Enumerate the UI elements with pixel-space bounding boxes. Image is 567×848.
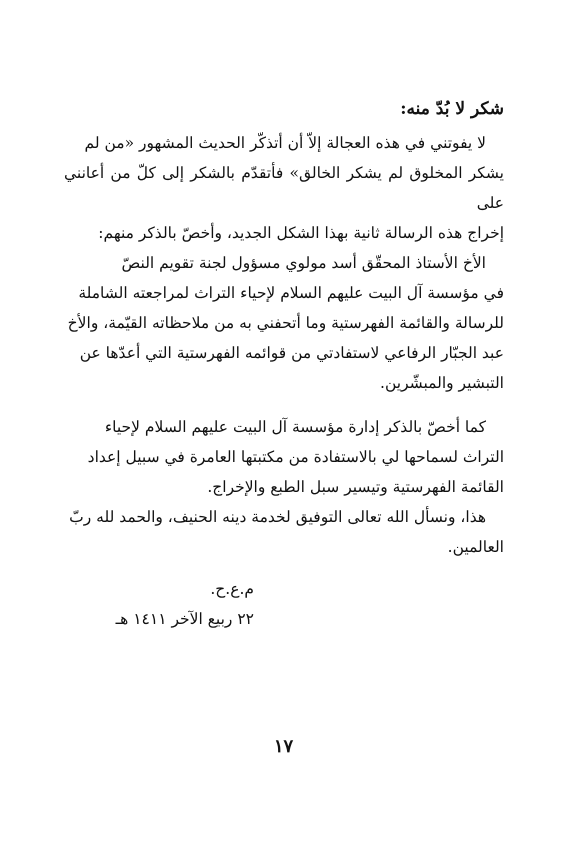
page-body bbox=[64, 96, 504, 562]
paragraph-thanks-institution bbox=[64, 412, 504, 502]
section-heading: شكر لا بُدّ منه: bbox=[400, 99, 504, 119]
author-initials: م.ع.ح. bbox=[210, 580, 254, 598]
text-line: للرسالة والقائمة الفهرستية وما أتحفني به من ملاحظاته القيّمة، والأخ bbox=[67, 314, 504, 332]
paragraph-thanks-persons bbox=[64, 248, 504, 398]
text-line: عبد الجبّار الرفاعي لاستفادتي من قوائمه الفهرستية التي أعدّها عن bbox=[79, 344, 504, 362]
text-line: القائمة الفهرستية وتيسير سبل الطبع والإخراج. bbox=[207, 478, 504, 496]
text-line: الأخ الأستاذ المحقّق أسد مولوي مسؤول لجنة تقويم النصّ bbox=[121, 254, 486, 272]
signature-block bbox=[0, 574, 254, 634]
page-number: ١٧ bbox=[273, 736, 294, 757]
text-line: لا يفوتني في هذه العجالة إلاّ أن أتذكّر الحديث المشهور «من لم bbox=[84, 134, 486, 152]
text-line: في مؤسسة آل البيت عليهم السلام لإحياء التراث لمراجعته الشاملة bbox=[78, 284, 504, 302]
text-line: هذا، ونسأل الله تعالى التوفيق لخدمة دينه الحنيف، والحمد لله ربّ bbox=[69, 508, 486, 526]
text-line: يشكر المخلوق لم يشكر الخالق» فأتقدّم بالشكر إلى كلّ من أعانني على bbox=[64, 164, 504, 212]
text-line: التراث لسماحها لي بالاستفادة من مكتبتها العامرة في سبيل إعداد bbox=[87, 448, 504, 466]
text-line: العالمين. bbox=[447, 538, 504, 556]
text-line: كما أخصّ بالذكر إدارة مؤسسة آل البيت عليهم السلام لإحياء bbox=[104, 418, 486, 436]
text-line: التبشير والمبشّرين. bbox=[380, 374, 504, 392]
text-line: إخراج هذه الرسالة ثانية بهذا الشكل الجديد، وأخصّ بالذكر منهم: bbox=[98, 224, 504, 242]
signature-date: ٢٢ ربيع الآخر ١٤١١ هـ bbox=[115, 610, 254, 628]
paragraph-closing-prayer bbox=[64, 502, 504, 562]
paragraph-thanks-intro bbox=[64, 128, 504, 248]
